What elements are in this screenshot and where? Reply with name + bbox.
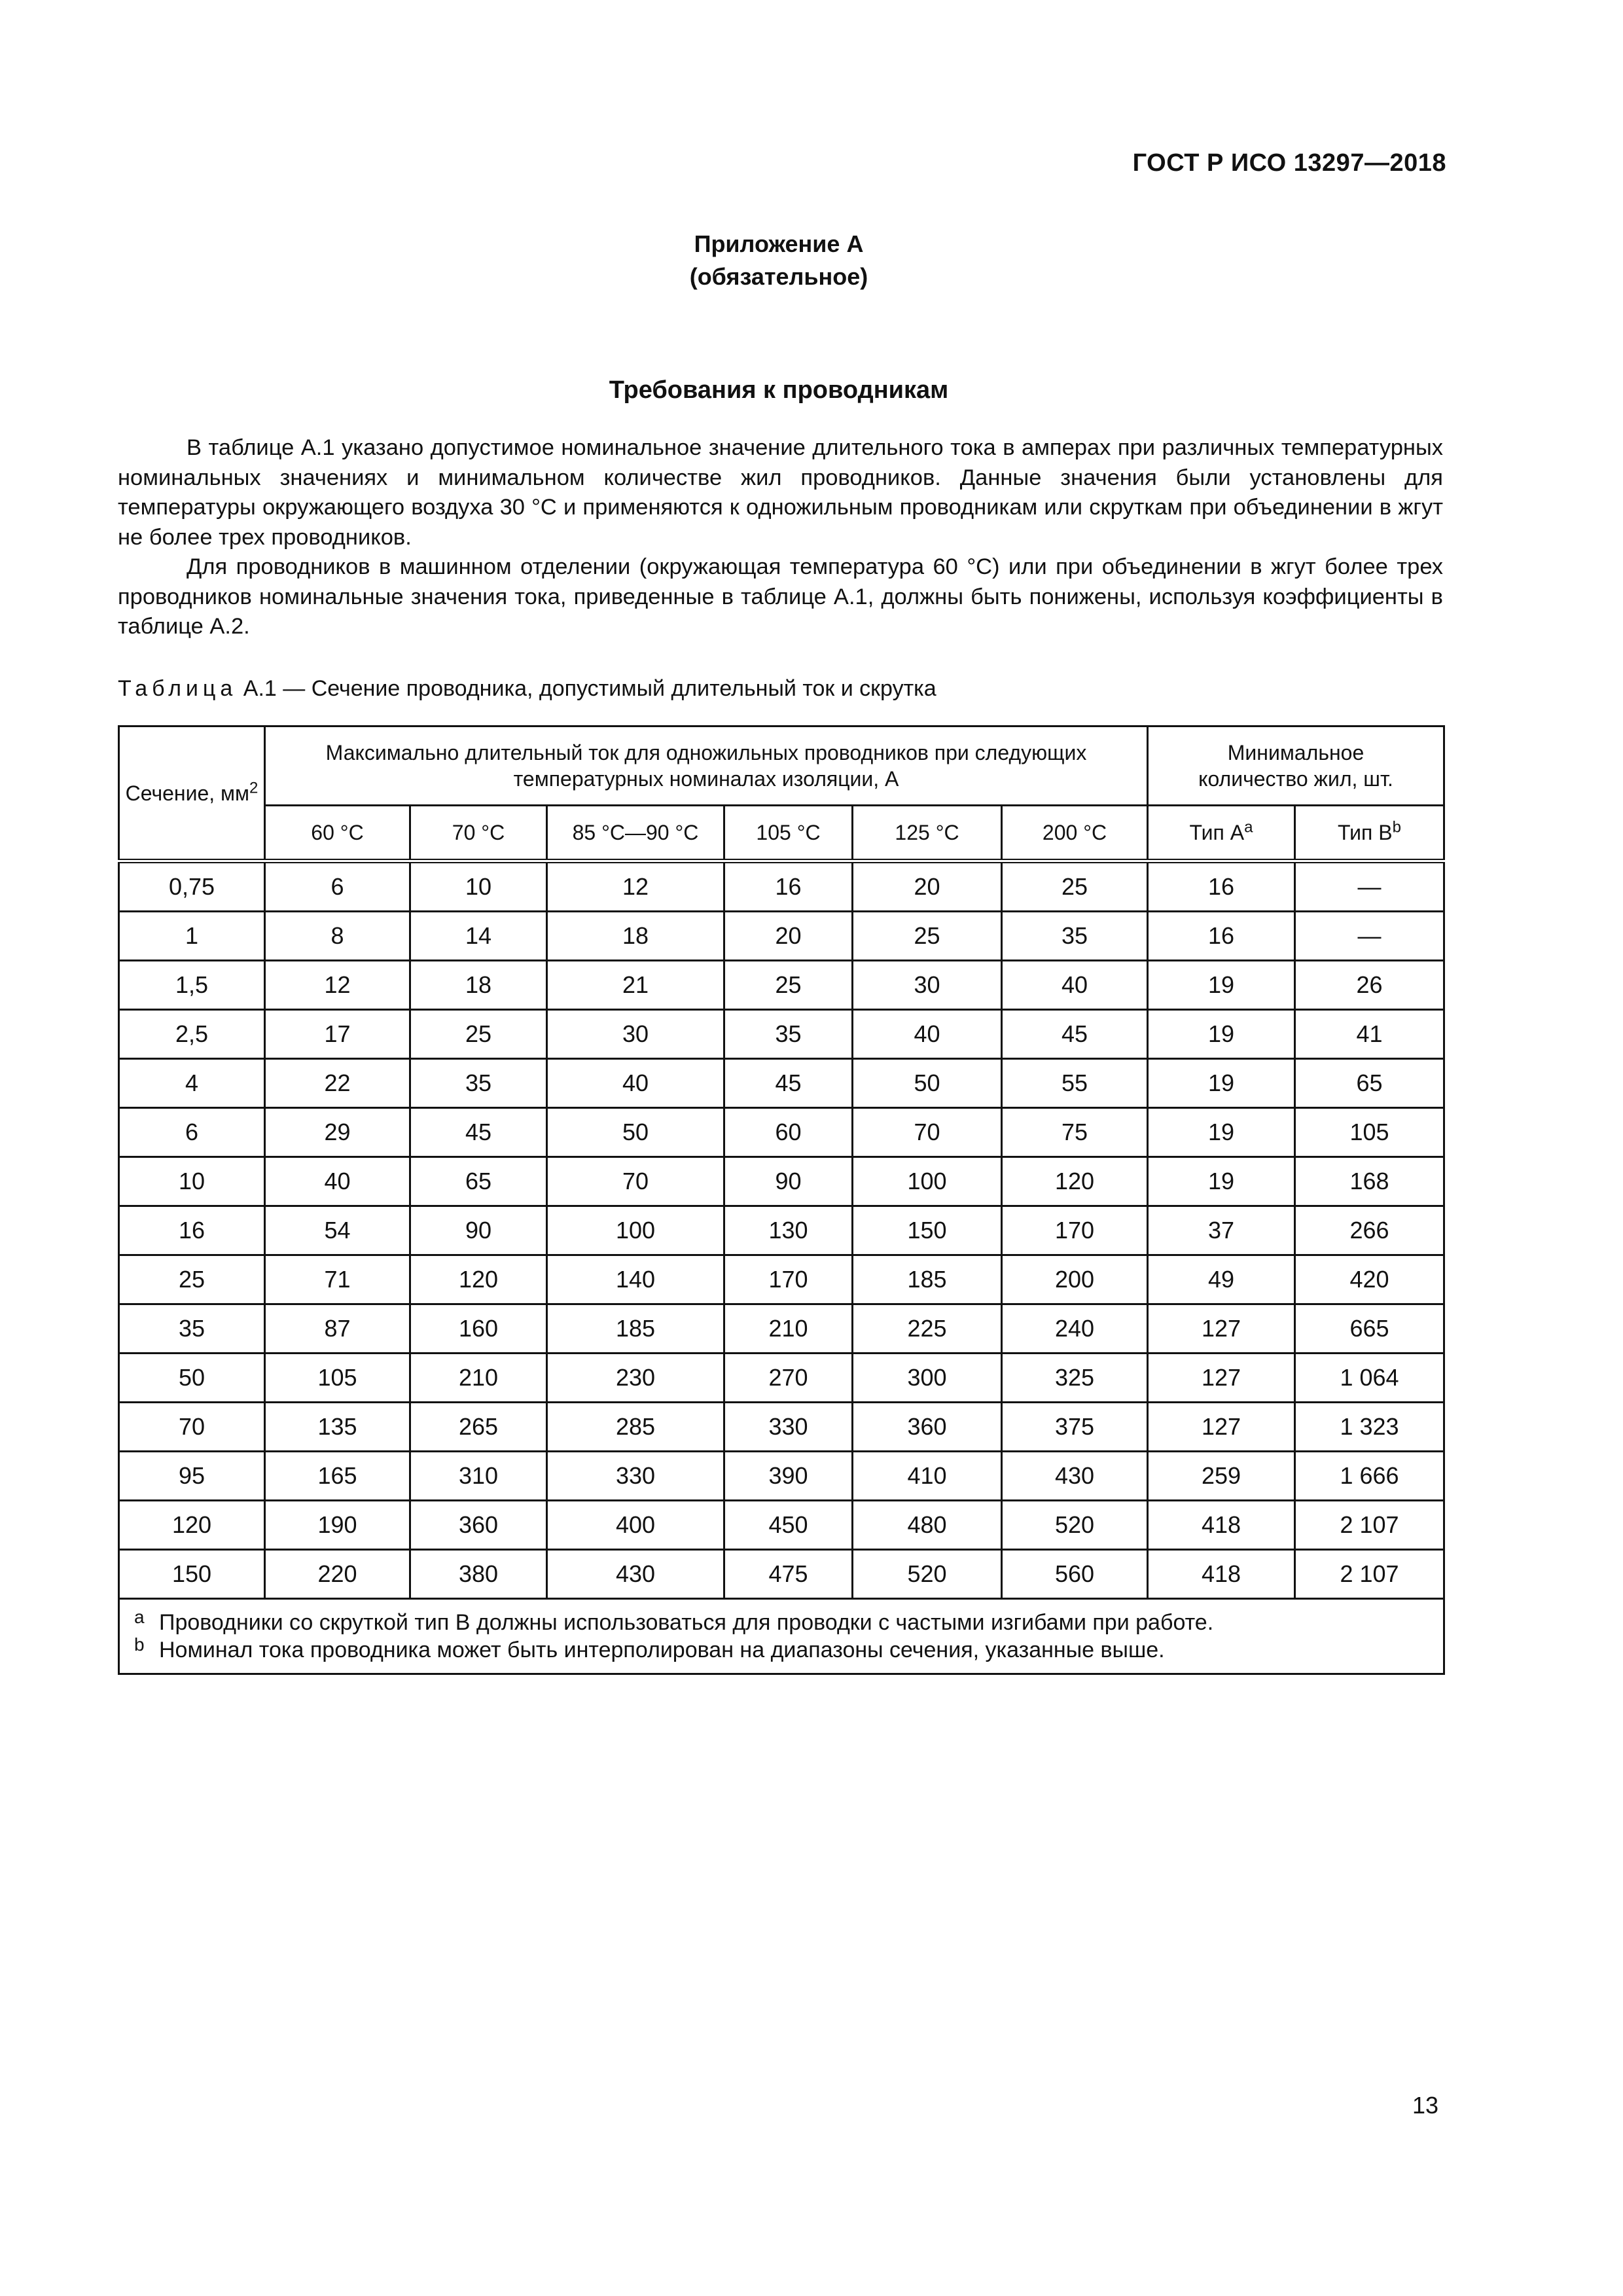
table-body (119, 861, 1444, 1599)
table-cell: 60 (724, 1108, 853, 1157)
table-cell: 8 (265, 912, 410, 961)
table-row (119, 1157, 1444, 1206)
table-row (119, 1452, 1444, 1501)
appendix-heading (0, 228, 1558, 293)
table-cell: 475 (724, 1550, 853, 1599)
table-cell: 210 (410, 1354, 547, 1403)
table-cell: 95 (119, 1452, 265, 1501)
table-cell: 25 (410, 1010, 547, 1059)
table-cell: 1 666 (1295, 1452, 1444, 1501)
table-cell: 26 (1295, 961, 1444, 1010)
table-cell: 19 (1148, 1010, 1295, 1059)
table-cell: 259 (1148, 1452, 1295, 1501)
table-cell: 22 (265, 1059, 410, 1108)
table-row (119, 1206, 1444, 1255)
table-cell: 0,75 (119, 861, 265, 912)
header-section: Сечение, $мм^2$ (119, 726, 265, 861)
table-cell: 87 (265, 1304, 410, 1354)
table-cell: 18 (410, 961, 547, 1010)
table-cell: 41 (1295, 1010, 1444, 1059)
header-temp: 85 °С—90 °С (547, 806, 724, 861)
table-cell: 70 (119, 1403, 265, 1452)
appendix-title: Приложение А (694, 230, 864, 257)
table-row (119, 861, 1444, 912)
table-cell: 100 (547, 1206, 724, 1255)
table-row (119, 1108, 1444, 1157)
table-cell: 410 (853, 1452, 1002, 1501)
table-cell: 420 (1295, 1255, 1444, 1304)
table-cell: 380 (410, 1550, 547, 1599)
table-cell: 45 (410, 1108, 547, 1157)
table-cell: 560 (1002, 1550, 1148, 1599)
table-cell: 285 (547, 1403, 724, 1452)
table-cell: 165 (265, 1452, 410, 1501)
table-cell: 55 (1002, 1059, 1148, 1108)
body-text (118, 433, 1443, 642)
table-row (119, 1354, 1444, 1403)
table-cell: 35 (1002, 912, 1148, 961)
table-cell: 1 323 (1295, 1403, 1444, 1452)
table-cell: 16 (724, 861, 853, 912)
conductor-table (118, 725, 1445, 1675)
table-cell: 50 (547, 1108, 724, 1157)
table-cell: 230 (547, 1354, 724, 1403)
table-cell: 25 (724, 961, 853, 1010)
table-cell: 54 (265, 1206, 410, 1255)
header-temp: 105 °С (724, 806, 853, 861)
table-cell: 10 (410, 861, 547, 912)
table-cell: 16 (119, 1206, 265, 1255)
table-cell: 10 (119, 1157, 265, 1206)
header-current-group: Максимально длительный ток для одножильных проводников при следующих температурных номиналах изоляции, А (265, 726, 1148, 806)
table-caption-text: А.1 — Сечение проводника, допустимый длительный ток и скрутка (243, 676, 936, 701)
table-cell: 14 (410, 912, 547, 961)
table-cell: 2,5 (119, 1010, 265, 1059)
table-cell: 21 (547, 961, 724, 1010)
table-cell: 240 (1002, 1304, 1148, 1354)
table-cell: 35 (410, 1059, 547, 1108)
document-code: ГОСТ Р ИСО 13297—2018 (1132, 149, 1446, 177)
table-cell: 135 (265, 1403, 410, 1452)
table-cell: 2 107 (1295, 1550, 1444, 1599)
table-cell: 65 (410, 1157, 547, 1206)
table-cell: 49 (1148, 1255, 1295, 1304)
table-cell: 185 (853, 1255, 1002, 1304)
header-strands-group: Минимальное количество жил, шт. (1148, 726, 1444, 806)
table-cell: 35 (724, 1010, 853, 1059)
table-cell: 310 (410, 1452, 547, 1501)
table-row (119, 1255, 1444, 1304)
table-cell: 71 (265, 1255, 410, 1304)
table-cell: 20 (853, 861, 1002, 912)
table-cell: 75 (1002, 1108, 1148, 1157)
table-row (119, 1550, 1444, 1599)
table-row (119, 1501, 1444, 1550)
table-cell: 2 107 (1295, 1501, 1444, 1550)
table-cell: 266 (1295, 1206, 1444, 1255)
header-temp: 125 °С (853, 806, 1002, 861)
table-cell: 45 (724, 1059, 853, 1108)
header-type-b: Тип $В^b$ (1295, 806, 1444, 861)
table-cell: — (1295, 861, 1444, 912)
table-cell: 18 (547, 912, 724, 961)
header-temp: 60 °С (265, 806, 410, 861)
table-cell: 520 (1002, 1501, 1148, 1550)
table-cell: 418 (1148, 1501, 1295, 1550)
table-cell: 665 (1295, 1304, 1444, 1354)
table-cell: 1 (119, 912, 265, 961)
table-cell: 6 (265, 861, 410, 912)
table-row (119, 1059, 1444, 1108)
table-cell: 170 (1002, 1206, 1148, 1255)
table-cell: 40 (1002, 961, 1148, 1010)
table-cell: 325 (1002, 1354, 1148, 1403)
table-cell: 265 (410, 1403, 547, 1452)
table-cell: 430 (1002, 1452, 1148, 1501)
table-cell: 37 (1148, 1206, 1295, 1255)
footnote: a Проводники со скруткой тип В должны использоваться для проводки с частыми изгибами при работе. (134, 1607, 1214, 1635)
table-cell: 360 (410, 1501, 547, 1550)
table-cell: 185 (547, 1304, 724, 1354)
table-row (119, 1010, 1444, 1059)
table-cell: 430 (547, 1550, 724, 1599)
table-cell: 50 (119, 1354, 265, 1403)
table-cell: 450 (724, 1501, 853, 1550)
table-cell: 105 (1295, 1108, 1444, 1157)
table-cell: 1,5 (119, 961, 265, 1010)
table-cell: 35 (119, 1304, 265, 1354)
table-cell: 120 (1002, 1157, 1148, 1206)
paragraph: В таблице А.1 указано допустимое номинальное значение длительного тока в амперах при различных температурных номинальных значениях и минимальном количестве жил проводников. Данные значения были установлены для температуры окружающего воздуха 30 °С и применяются к одножильным проводникам или скруткам при объединении в жгут не более трех проводников. (118, 435, 1443, 550)
table-cell: 6 (119, 1108, 265, 1157)
table-cell: 418 (1148, 1550, 1295, 1599)
table-cell: 90 (724, 1157, 853, 1206)
table-cell: 19 (1148, 1059, 1295, 1108)
table-cell: 19 (1148, 961, 1295, 1010)
table-cell: 4 (119, 1059, 265, 1108)
table-cell: 150 (853, 1206, 1002, 1255)
table-cell: 90 (410, 1206, 547, 1255)
appendix-status: (обязательное) (689, 263, 868, 290)
table-cell: 1 064 (1295, 1354, 1444, 1403)
table-cell: 50 (853, 1059, 1002, 1108)
page-number: 13 (1412, 2092, 1438, 2119)
table-cell: 25 (1002, 861, 1148, 912)
table-cell: 300 (853, 1354, 1002, 1403)
table-footnotes (119, 1599, 1444, 1674)
table-cell: 40 (853, 1010, 1002, 1059)
table-cell: — (1295, 912, 1444, 961)
table-cell: 19 (1148, 1157, 1295, 1206)
table-row (119, 1403, 1444, 1452)
table-cell: 127 (1148, 1403, 1295, 1452)
table-cell: 390 (724, 1452, 853, 1501)
table-cell: 29 (265, 1108, 410, 1157)
table-cell: 270 (724, 1354, 853, 1403)
table-cell: 330 (547, 1452, 724, 1501)
table-cell: 225 (853, 1304, 1002, 1354)
table-cell: 100 (853, 1157, 1002, 1206)
table-cell: 40 (265, 1157, 410, 1206)
paragraph: Для проводников в машинном отделении (окружающая температура 60 °С) или при объединении в жгут более трех проводников номинальные значения тока, приведенные в таблице А.1, должны быть понижены, используя коэффициенты в таблице А.2. (118, 554, 1443, 639)
table-cell: 17 (265, 1010, 410, 1059)
section-title: Требования к проводникам (609, 376, 949, 404)
table-cell: 120 (410, 1255, 547, 1304)
table-cell: 25 (853, 912, 1002, 961)
table-cell: 120 (119, 1501, 265, 1550)
table-cell: 16 (1148, 912, 1295, 961)
table-cell: 330 (724, 1403, 853, 1452)
table-cell: 40 (547, 1059, 724, 1108)
table-cell: 375 (1002, 1403, 1148, 1452)
table-row (119, 1304, 1444, 1354)
table-cell: 12 (547, 861, 724, 912)
table-cell: 25 (119, 1255, 265, 1304)
table-cell: 45 (1002, 1010, 1148, 1059)
table-cell: 360 (853, 1403, 1002, 1452)
table-cell: 12 (265, 961, 410, 1010)
table-cell: 520 (853, 1550, 1002, 1599)
table-cell: 200 (1002, 1255, 1148, 1304)
table-cell: 140 (547, 1255, 724, 1304)
header-type-a: Тип $А^а$ (1148, 806, 1295, 861)
table-cell: 70 (547, 1157, 724, 1206)
table-cell: 150 (119, 1550, 265, 1599)
table-caption (118, 676, 936, 702)
header-temp: 200 °С (1002, 806, 1148, 861)
table-cell: 20 (724, 912, 853, 961)
table-cell: 190 (265, 1501, 410, 1550)
table-caption-label: Таблица (118, 676, 238, 701)
table-cell: 480 (853, 1501, 1002, 1550)
table-cell: 19 (1148, 1108, 1295, 1157)
footnote: b Номинал тока проводника может быть интерполирован на диапазоны сечения, указанные выше. (134, 1634, 1165, 1662)
table-cell: 105 (265, 1354, 410, 1403)
table-row (119, 961, 1444, 1010)
table-cell: 170 (724, 1255, 853, 1304)
header-temp: 70 °С (410, 806, 547, 861)
table-cell: 400 (547, 1501, 724, 1550)
table-cell: 16 (1148, 861, 1295, 912)
table-cell: 220 (265, 1550, 410, 1599)
table-cell: 127 (1148, 1304, 1295, 1354)
table-cell: 127 (1148, 1354, 1295, 1403)
table-row (119, 912, 1444, 961)
table-cell: 30 (853, 961, 1002, 1010)
table-cell: 70 (853, 1108, 1002, 1157)
table-cell: 130 (724, 1206, 853, 1255)
table-cell: 168 (1295, 1157, 1444, 1206)
table-cell: 210 (724, 1304, 853, 1354)
table-cell: 30 (547, 1010, 724, 1059)
table-cell: 65 (1295, 1059, 1444, 1108)
table-cell: 160 (410, 1304, 547, 1354)
